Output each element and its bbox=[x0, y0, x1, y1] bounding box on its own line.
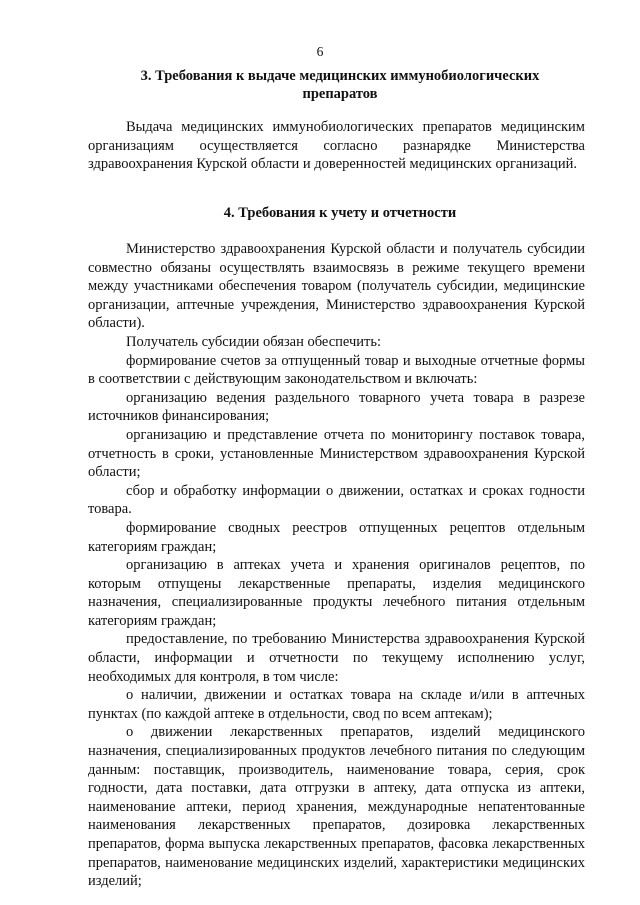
section-3-paragraph: Выдача медицинских иммунобиологических препаратов медицинским организациям осуществляется согласно разнарядке Министерства здравоохранения Курской области и доверенностей медицинских организаций. bbox=[88, 119, 585, 173]
section-4-paragraph: организацию в аптеках учета и хранения оригиналов рецептов, по которым отпущены лекарственные препараты, изделия медицинского назначения, специализированные продукты лечебного питания отдельным категориям граждан; bbox=[88, 557, 585, 629]
section-4-heading: 4. Требования к учету и отчетности bbox=[223, 205, 457, 221]
section-4-paragraph: о движении лекарственных препаратов, изделий медицинского назначения, специализированных продуктов лечебного питания по следующим данным: поставщик, производитель, наименование товара, серия, срок годности, дата поставки, дата отгрузки в аптеку, дата отпуска из аптеки, наименование аптеки, период хранения, международные непатентованные наименования лекарственных препаратов, дозировка лекарственных препаратов, форма выпуска лекарственных препаратов, фасовка лекарственных препаратов, наименование медицинских изделий, характеристики медицинских изделий; bbox=[88, 724, 585, 890]
section-4-paragraph: формирование счетов за отпущенный товар и выходные отчетные формы в соответствии с действующим законодательством и включать: bbox=[88, 352, 585, 388]
section-4-paragraph: о наличии, движении и остатках товара на складе и/или в аптечных пунктах (по каждой аптеке в отдельности, свод по всем аптекам); bbox=[88, 687, 585, 722]
section-4-paragraph: Министерство здравоохранения Курской области и получатель субсидии совместно обязаны осуществлять взаимосвязь в режиме текущего времени между участниками обеспечения товаром (получатель субсидии, медицинские организации, аптечные учреждения, Министерство здравоохранения Курской области). bbox=[88, 241, 585, 332]
section-4-paragraph: Получатель субсидии обязан обеспечить: bbox=[126, 333, 382, 350]
page-number: 6 bbox=[316, 44, 324, 59]
section-4-paragraph: организацию ведения раздельного товарного учета товара в разрезе источников финансирования; bbox=[88, 389, 585, 425]
section-4-paragraph: предоставление, по требованию Министерства здравоохранения Курской области, информации и отчетности по текущему исполнению услуг, необходимых для контроля, в том числе: bbox=[88, 631, 585, 685]
section-3-heading: 3. Требования к выдаче медицинских иммунобиологических препаратов bbox=[140, 68, 540, 102]
section-3-body bbox=[88, 118, 585, 174]
section-4-body bbox=[88, 240, 585, 891]
section-4-paragraph: формирование сводных реестров отпущенных рецептов отдельным категориям граждан; bbox=[88, 519, 585, 555]
section-4-paragraph: организацию и представление отчета по мониторингу поставок товара, отчетность в сроки, установленные Министерством здравоохранения Курской области; bbox=[88, 426, 585, 481]
section-4-paragraph: сбор и обработку информации о движении, остатках и сроках годности товара. bbox=[88, 482, 585, 518]
